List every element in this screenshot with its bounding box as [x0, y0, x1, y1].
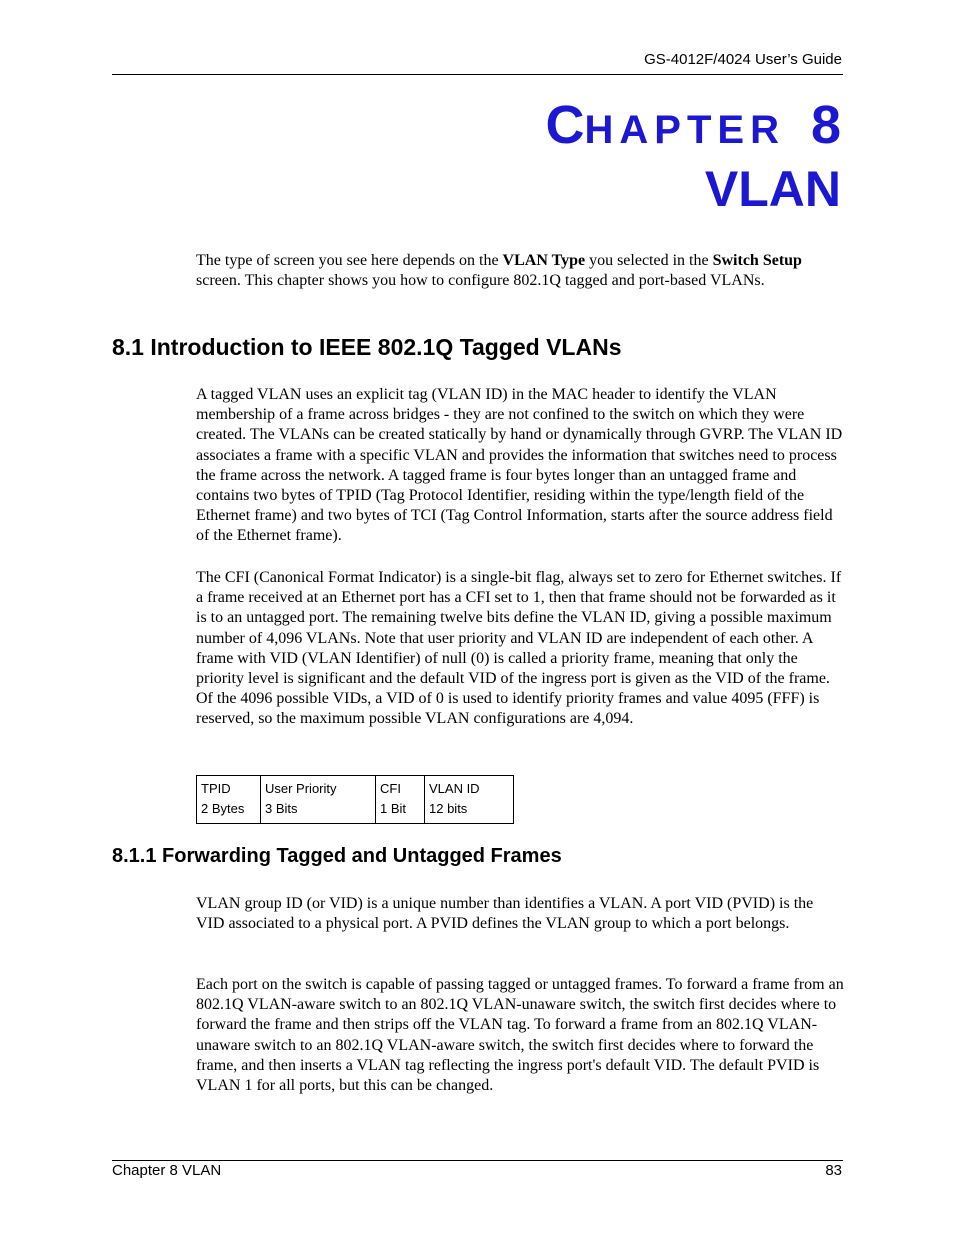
- vid-paragraph: VLAN group ID (or VID) is a unique number than identifies a VLAN. A port VID (PVID) is the VID associated to a physical port. A PVID defines the VLAN group to which a port belongs.: [196, 895, 814, 933]
- chapter-title: VLAN: [704, 161, 841, 217]
- chapter-number: 8: [810, 95, 841, 155]
- footer-page-number: 83: [825, 1162, 842, 1179]
- section-8-1-heading: 8.1 Introduction to IEEE 802.1Q Tagged VLANs: [112, 334, 622, 360]
- footer-chapter-label: Chapter 8 VLAN: [112, 1162, 222, 1179]
- chapter-heading: [545, 95, 842, 217]
- header-guide-title: GS-4012F/4024 User’s Guide: [644, 51, 842, 68]
- intro-paragraph: The type of screen you see here depends on the VLAN Type you selected in the Switch Setup screen. This chapter shows you how to configure 802.1Q tagged and port-based VLANs.: [196, 252, 802, 290]
- table-cell-user-priority: User Priority 3 Bits: [261, 776, 376, 824]
- chapter-rest-letters: HAPTER: [584, 108, 785, 152]
- chapter-first-letter: C: [545, 95, 585, 155]
- forwarding-paragraph: Each port on the switch is capable of passing tagged or untagged frames. To forward a frame from an 802.1Q VLAN-aware switch to an 802.1Q VLAN-unaware switch, the switch first decides where to forward the frame and then strips off the VLAN tag. To forward a frame from an 802.1Q VLAN-unaware switch to an 802.1Q VLAN-aware switch, the switch first decides where to forward the frame, and then inserts a VLAN tag reflecting the ingress port's default VID. The default PVID is VLAN 1 for all ports, but this can be changed.: [196, 976, 844, 1095]
- vlan-type-term: VLAN Type: [502, 252, 586, 269]
- footer-divider: [112, 1160, 843, 1161]
- section-8-1-1-heading: 8.1.1 Forwarding Tagged and Untagged Frames: [112, 845, 562, 867]
- tagged-vlan-paragraph: A tagged VLAN uses an explicit tag (VLAN ID) in the MAC header to identify the VLAN membership of a frame across bridges - they are not confined to the switch on which they were created. The VLANs can be created statically by hand or dynamically through GVRP. The VLAN ID associates a frame with a specific VLAN and provides the information that switches need to process the frame across the network. A tagged frame is four bytes longer than an untagged frame and contains two bytes of TPID (Tag Protocol Identifier, residing within the type/length field of the Ethernet frame) and two bytes of TCI (Tag Control Information, starts after the source address field of the Ethernet frame).: [196, 386, 843, 545]
- vlan-tag-fields-table: [196, 775, 514, 824]
- table-cell-cfi: CFI 1 Bit: [376, 776, 425, 824]
- table-row: [197, 776, 514, 824]
- table-cell-vlan-id: VLAN ID 12 bits: [425, 776, 514, 824]
- cfi-paragraph: The CFI (Canonical Format Indicator) is a single-bit flag, always set to zero for Ethernet switches. If a frame received at an Ethernet port has a CFI set to 1, then that frame should not be forwarded as it is to an untagged port. The remaining twelve bits define the VLAN ID, giving a possible maximum number of 4,096 VLANs. Note that user priority and VLAN ID are independent of each other. A frame with VID (VLAN Identifier) of null (0) is called a priority frame, meaning that only the priority level is significant and the default VID of the ingress port is given as the VID of the frame. Of the 4096 possible VIDs, a VID of 0 is used to identify priority frames and value 4095 (FFF) is reserved, so the maximum possible VLAN configurations are 4,094.: [196, 569, 842, 728]
- chapter-label-line: [545, 95, 842, 162]
- table-cell-tpid: TPID 2 Bytes: [197, 776, 261, 824]
- switch-setup-term: Switch Setup: [712, 252, 802, 269]
- header-divider: [112, 74, 843, 75]
